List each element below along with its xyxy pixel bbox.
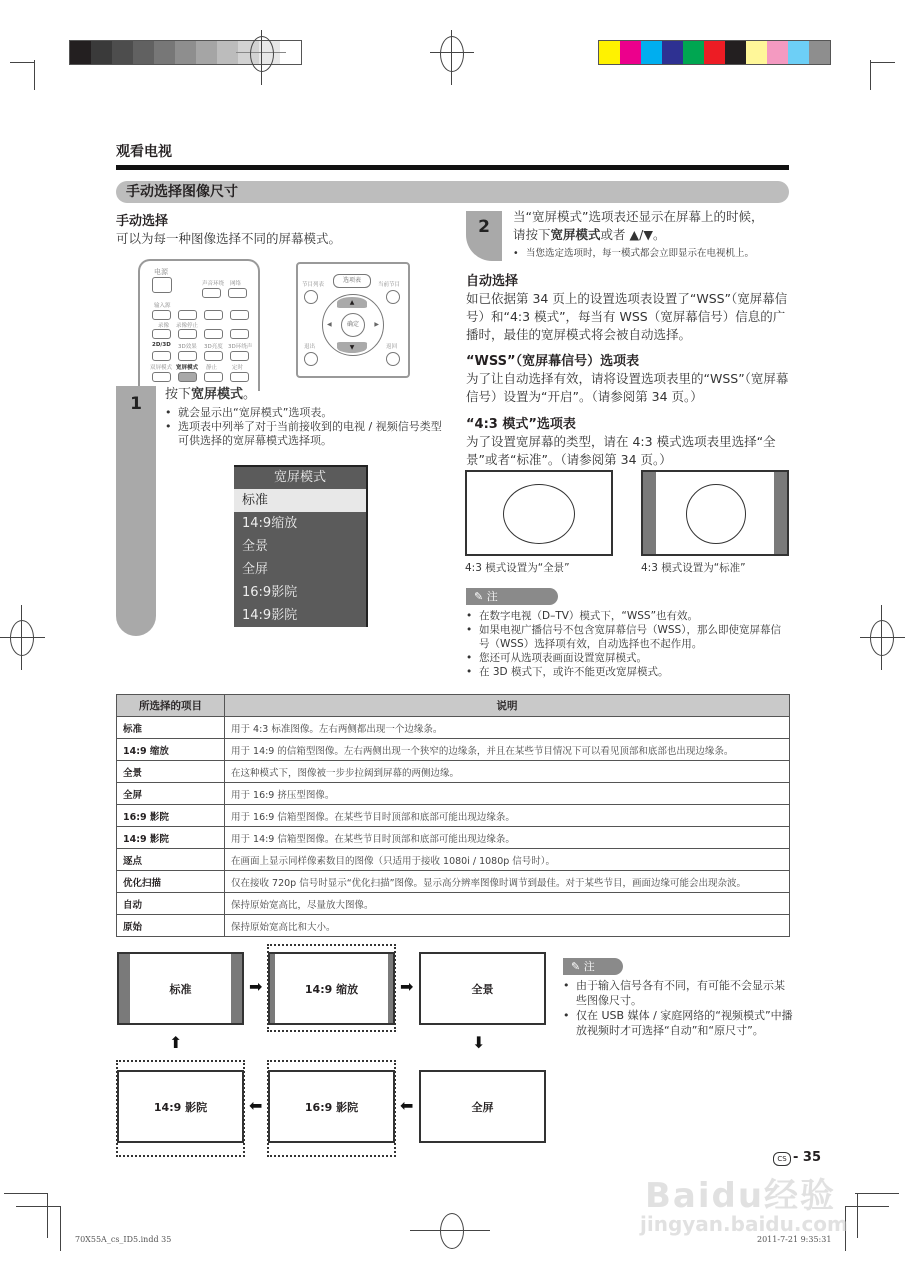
file-label: 70X55A_cs_ID5.indd 35 [75, 1235, 172, 1244]
color-swatch [641, 41, 662, 64]
color-swatch [683, 41, 704, 64]
auto-select-text: 如已依据第 34 页上的设置选项表设置了“WSS”（宽屏幕信号）和“4:3 模式”，每当有 WSS（宽屏幕信号）信息的广播时，最佳的宽屏模式将会被自动选择。 [466, 291, 788, 342]
registration-line [451, 30, 452, 85]
table-cell-desc: 在这种模式下，图像被一步步拉阔到屏幕的两侧边缘。 [225, 761, 790, 783]
color-swatch [217, 41, 238, 64]
table-cell-item: 14:9 影院 [117, 827, 225, 849]
arrow-right-icon: ➡ [400, 977, 414, 996]
table-cell-desc: 仅在接收 720p 信号时显示“优化扫描”图像。显示高分辨率图像时调节到最佳。对于某些节目，画面边缘可能会出现杂波。 [225, 871, 790, 893]
crop-mark [16, 1206, 60, 1207]
remote-control-illustration-left [138, 259, 260, 391]
down-arrow-icon: ▼ [337, 342, 367, 353]
mode43-text: 为了设置宽屏幕的类型，请在 4:3 模式选项表里选择“全景”或者“标准”。（请参阅第 34 页。） [466, 434, 776, 467]
note-2-bullets [563, 978, 793, 1038]
registration-line [261, 30, 262, 85]
step-1-marker: 1 [116, 386, 156, 636]
up-arrow-icon: ▲ [337, 297, 367, 308]
watermark-logo: Baidu经验 [645, 1176, 837, 1216]
table-row [117, 717, 790, 739]
table-header-row [117, 695, 790, 717]
remote-label: 录像 [158, 323, 170, 329]
table-cell-desc: 用于 16:9 信箱型图像。在某些节目时顶部和底部可能出现边缘条。 [225, 805, 790, 827]
table-row [117, 761, 790, 783]
table-row [117, 783, 790, 805]
color-swatch [91, 41, 112, 64]
step-1-suffix: 。 [243, 387, 257, 402]
table-cell-item: 自动 [117, 893, 225, 915]
remote-button-icon [202, 288, 221, 298]
menu-item[interactable]: 全景 [242, 539, 269, 554]
side-bar-right [774, 472, 787, 554]
paperclip-icon: ✎ [571, 960, 584, 973]
table-cell-desc: 用于 14:9 的信箱型图像。左右两侧出现一个狭窄的边缘条，并且在某些节目情况下可以看见顶部和底部也出现边缘条。 [225, 739, 790, 761]
remote-button-icon [304, 290, 318, 304]
dpad-icon [322, 294, 384, 356]
remote-label: 输入源 [154, 303, 171, 309]
table-cell-item: 全屏 [117, 783, 225, 805]
color-swatch [620, 41, 641, 64]
remote-button-icon [204, 372, 223, 382]
note-tag [466, 588, 558, 605]
play-button-icon [204, 310, 223, 320]
remote-label-widescreen: 宽屏模式 [176, 365, 199, 371]
bullet: • 选项表中列举了对于当前接收到的电视 / 视频信号类型可供选择的宽屏幕模式选择项。 [165, 420, 445, 448]
remote-label: 网络 [230, 281, 242, 287]
remote-button-icon [230, 351, 249, 361]
color-swatch [112, 41, 133, 64]
flow-box-cinema-149 [117, 1070, 244, 1143]
step-2-line2 [513, 226, 793, 244]
crop-mark [34, 60, 35, 90]
wss-heading: “WSS”（宽屏幕信号）选项表 [466, 354, 640, 369]
table-row [117, 739, 790, 761]
crop-mark [4, 1193, 48, 1194]
remote-label: 返回 [386, 344, 398, 350]
table-cell-item: 全景 [117, 761, 225, 783]
chapter-title: 观看电视 [116, 144, 172, 160]
table-cell-desc: 在画面上显示同样像素数目的图像（只适用于接收 1080i / 1080p 信号时）。 [225, 849, 790, 871]
arrow-right-icon: ➡ [249, 977, 263, 996]
bullet: • 仅在 USB 媒体 / 家庭网络的“视频模式”中播放视频时才可选择“自动”和“原尺寸”。 [563, 1008, 793, 1038]
table-row [117, 871, 790, 893]
caption-normal: 4:3 模式设置为“标准” [641, 562, 746, 574]
record-button-icon [152, 329, 171, 339]
step-2-line1: 当“宽屏模式”选项表还显示在屏幕上的时候， [513, 209, 764, 224]
table-cell-item: 优化扫描 [117, 871, 225, 893]
menu-item[interactable]: 16:9影院 [242, 585, 298, 600]
color-swatch [70, 41, 91, 64]
remote-button-icon [152, 310, 171, 320]
options-button-icon: 选项表 [333, 274, 371, 288]
remote-button-icon [178, 351, 197, 361]
registration-line [410, 1230, 490, 1231]
table-cell-item: 逐点 [117, 849, 225, 871]
remote-label: 节目列表 [302, 282, 325, 288]
table-cell-item: 16:9 影院 [117, 805, 225, 827]
side-bar-right [388, 954, 393, 1023]
text-bold: 宽屏模式 [550, 227, 601, 242]
step-2-bullets [513, 247, 798, 261]
side-bar-left [270, 954, 275, 1023]
flow-box-label: 14:9 缩放 [304, 982, 359, 996]
side-bar-left [643, 472, 656, 554]
text: 请按下 [513, 227, 551, 242]
print-timestamp: 2011-7-21 9:35:31 [757, 1235, 832, 1244]
crop-mark [60, 1206, 61, 1251]
language-badge: CS [773, 1152, 791, 1166]
registration-line [21, 605, 22, 670]
remote-control-illustration-right [296, 262, 410, 378]
remote-button-icon [304, 352, 318, 366]
bullet: • 您还可从选项表画面设置宽屏模式。 [466, 651, 791, 665]
remote-label: 静止 [206, 365, 218, 371]
step-1-instruction [165, 386, 256, 404]
note-tag [563, 958, 623, 975]
flow-box-label: 全景 [471, 982, 494, 996]
column-header: 说明 [225, 695, 790, 717]
crop-mark [857, 1193, 858, 1238]
crop-mark [870, 62, 895, 63]
color-swatch [704, 41, 725, 64]
color-swatch [746, 41, 767, 64]
color-swatch [154, 41, 175, 64]
arrow-up-icon: ⬆ [169, 1033, 183, 1052]
table-cell-item: 原始 [117, 915, 225, 937]
registration-mark-icon [10, 620, 34, 656]
remote-button-icon [228, 288, 247, 298]
caption-full: 4:3 模式设置为“全景” [465, 562, 570, 574]
step-1-bullets [165, 406, 445, 448]
manual-select-heading: 手动选择 [116, 214, 169, 229]
flow-box-label: 14:9 影院 [153, 1100, 208, 1114]
pause-button-icon [230, 329, 249, 339]
bullet: • 在数字电视（D–TV）模式下，“WSS”也有效。 [466, 609, 791, 623]
color-swatch [662, 41, 683, 64]
power-button-icon [152, 277, 172, 293]
ellipse-icon [503, 484, 575, 544]
remote-button-icon [204, 351, 223, 361]
crop-mark [47, 1193, 48, 1238]
remote-button-icon [178, 329, 197, 339]
watermark-url: jingyan.baidu.com [640, 1212, 848, 1236]
bullet: • 如果电视广播信号不包含宽屏幕信号（WSS），那么即使宽屏幕信号（WSS）选择项有效，自动选择也不起作用。 [466, 623, 791, 651]
side-bar-left [119, 954, 130, 1023]
ok-button-icon: 确定 [341, 313, 365, 337]
note-label: 注 [486, 590, 498, 603]
remote-label: 2D/3D [152, 342, 171, 348]
flow-box-normal [117, 952, 244, 1025]
table-cell-desc: 用于 16:9 挤压型图像。 [225, 783, 790, 805]
color-swatch [767, 41, 788, 64]
column-header: 所选择的项目 [117, 695, 225, 717]
screen-full-illustration [465, 470, 613, 556]
arrow-down-icon: ⬇ [472, 1033, 486, 1052]
widescreen-button-icon [178, 372, 197, 382]
arrow-left-icon: ⬅ [400, 1096, 414, 1115]
table-row [117, 849, 790, 871]
step-1-bold: 宽屏模式 [191, 387, 244, 402]
step-2-instruction [513, 208, 793, 244]
crop-mark [870, 60, 871, 90]
bullet: • 当您选定选项时，每一模式都会立即显示在电视机上。 [513, 247, 798, 261]
side-bar-right [231, 954, 242, 1023]
remote-label: 3D效果 [178, 344, 197, 350]
stop-button-icon [204, 329, 223, 339]
note-1-bullets [466, 609, 791, 679]
right-arrow-icon: ▶ [374, 321, 379, 328]
flow-box-panorama [419, 952, 546, 1025]
remote-button-icon [230, 372, 249, 382]
flow-box-zoom [268, 952, 395, 1025]
remote-label: 定时 [232, 365, 244, 371]
remote-label: 双屏模式 [150, 365, 173, 371]
step-1-prefix: 按下 [165, 387, 192, 402]
crop-mark [855, 1193, 899, 1194]
remote-label: 3D环绕声 [228, 344, 253, 350]
registration-line [860, 637, 905, 638]
section-title: 手动选择图像尺寸 [116, 181, 789, 203]
table-cell-desc: 保持原始宽高比，尽量放大图像。 [225, 893, 790, 915]
table-cell-desc: 保持原始宽高比和大小。 [225, 915, 790, 937]
menu-item[interactable]: 标准 [234, 489, 366, 512]
color-swatch [809, 41, 830, 64]
remote-label: 退出 [304, 344, 316, 350]
flow-box-cinema-169 [268, 1070, 395, 1143]
table-cell-item: 标准 [117, 717, 225, 739]
table-row [117, 805, 790, 827]
table-cell-item: 14:9 缩放 [117, 739, 225, 761]
remote-button-icon [386, 352, 400, 366]
flow-box-label: 16:9 影院 [304, 1100, 359, 1114]
registration-mark-icon [440, 1213, 464, 1249]
registration-line [0, 637, 45, 638]
remote-label-power: 电源 [154, 268, 168, 276]
page-number: - 35 [793, 1150, 822, 1165]
rewind-button-icon [178, 310, 197, 320]
arrow-left-icon: ⬅ [249, 1096, 263, 1115]
crop-mark [845, 1206, 889, 1207]
left-arrow-icon: ◀ [327, 321, 332, 328]
flow-box-full [419, 1070, 546, 1143]
remote-button-icon [386, 290, 400, 304]
wss-text: 为了让自动选择有效，请将设置选项表里的“WSS”（宽屏幕信号）设置为“开启”。（请参阅第 34 页。） [466, 371, 789, 404]
step-2-marker: 2 [466, 211, 502, 261]
screen-normal-illustration [641, 470, 789, 556]
mode43-heading: “4:3 模式”选项表 [466, 417, 576, 432]
widescreen-mode-menu [234, 465, 368, 627]
color-swatch [175, 41, 196, 64]
table-row [117, 915, 790, 937]
circle-icon [686, 484, 746, 544]
table-row [117, 827, 790, 849]
bullet: • 在 3D 模式下，或许不能更改宽屏模式。 [466, 665, 791, 679]
menu-item[interactable]: 14:9影院 [242, 608, 298, 623]
flow-box-label: 标准 [169, 982, 192, 996]
bullet: • 由于输入信号各有不同，有可能不会显示某些图像尺寸。 [563, 978, 793, 1008]
remote-label: 当前节目 [378, 282, 401, 288]
registration-mark-icon [250, 36, 274, 72]
registration-line [430, 52, 474, 53]
color-swatch [788, 41, 809, 64]
table-cell-desc: 用于 4:3 标准图像。左右两侧都出现一个边缘条。 [225, 717, 790, 739]
forward-button-icon [230, 310, 249, 320]
color-swatch [196, 41, 217, 64]
paperclip-icon: ✎ [474, 590, 487, 603]
table-cell-desc: 用于 14:9 信箱型图像。在某些节目时顶部和底部可能出现边缘条。 [225, 827, 790, 849]
menu-item[interactable]: 全屏 [242, 562, 269, 577]
bullet: • 就会显示出“宽屏模式”选项表。 [165, 406, 445, 420]
flow-box-label: 全屏 [471, 1100, 494, 1114]
auto-select-heading: 自动选择 [466, 274, 519, 289]
color-swatch [725, 41, 746, 64]
chapter-rule [116, 165, 789, 170]
menu-title: 宽屏模式 [273, 470, 326, 485]
table-row [117, 893, 790, 915]
registration-mark-icon [870, 620, 894, 656]
crop-mark [10, 62, 35, 63]
color-swatch [599, 41, 620, 64]
remote-label: 录像停止 [176, 323, 199, 329]
remote-label: 声音环绕 [202, 281, 225, 287]
text: 或者 ▲/▼。 [600, 227, 666, 242]
remote-button-icon [152, 372, 171, 382]
color-calibration-bar [598, 40, 831, 65]
remote-button-icon [152, 351, 171, 361]
note-label: 注 [583, 960, 595, 973]
registration-line [881, 605, 882, 670]
remote-label: 3D亮度 [204, 344, 223, 350]
menu-item[interactable]: 14:9缩放 [242, 516, 298, 531]
manual-select-intro: 可以为每一种图像选择不同的屏幕模式。 [116, 231, 342, 246]
mode-description-table [116, 694, 790, 937]
registration-mark-icon [440, 36, 464, 72]
color-swatch [133, 41, 154, 64]
